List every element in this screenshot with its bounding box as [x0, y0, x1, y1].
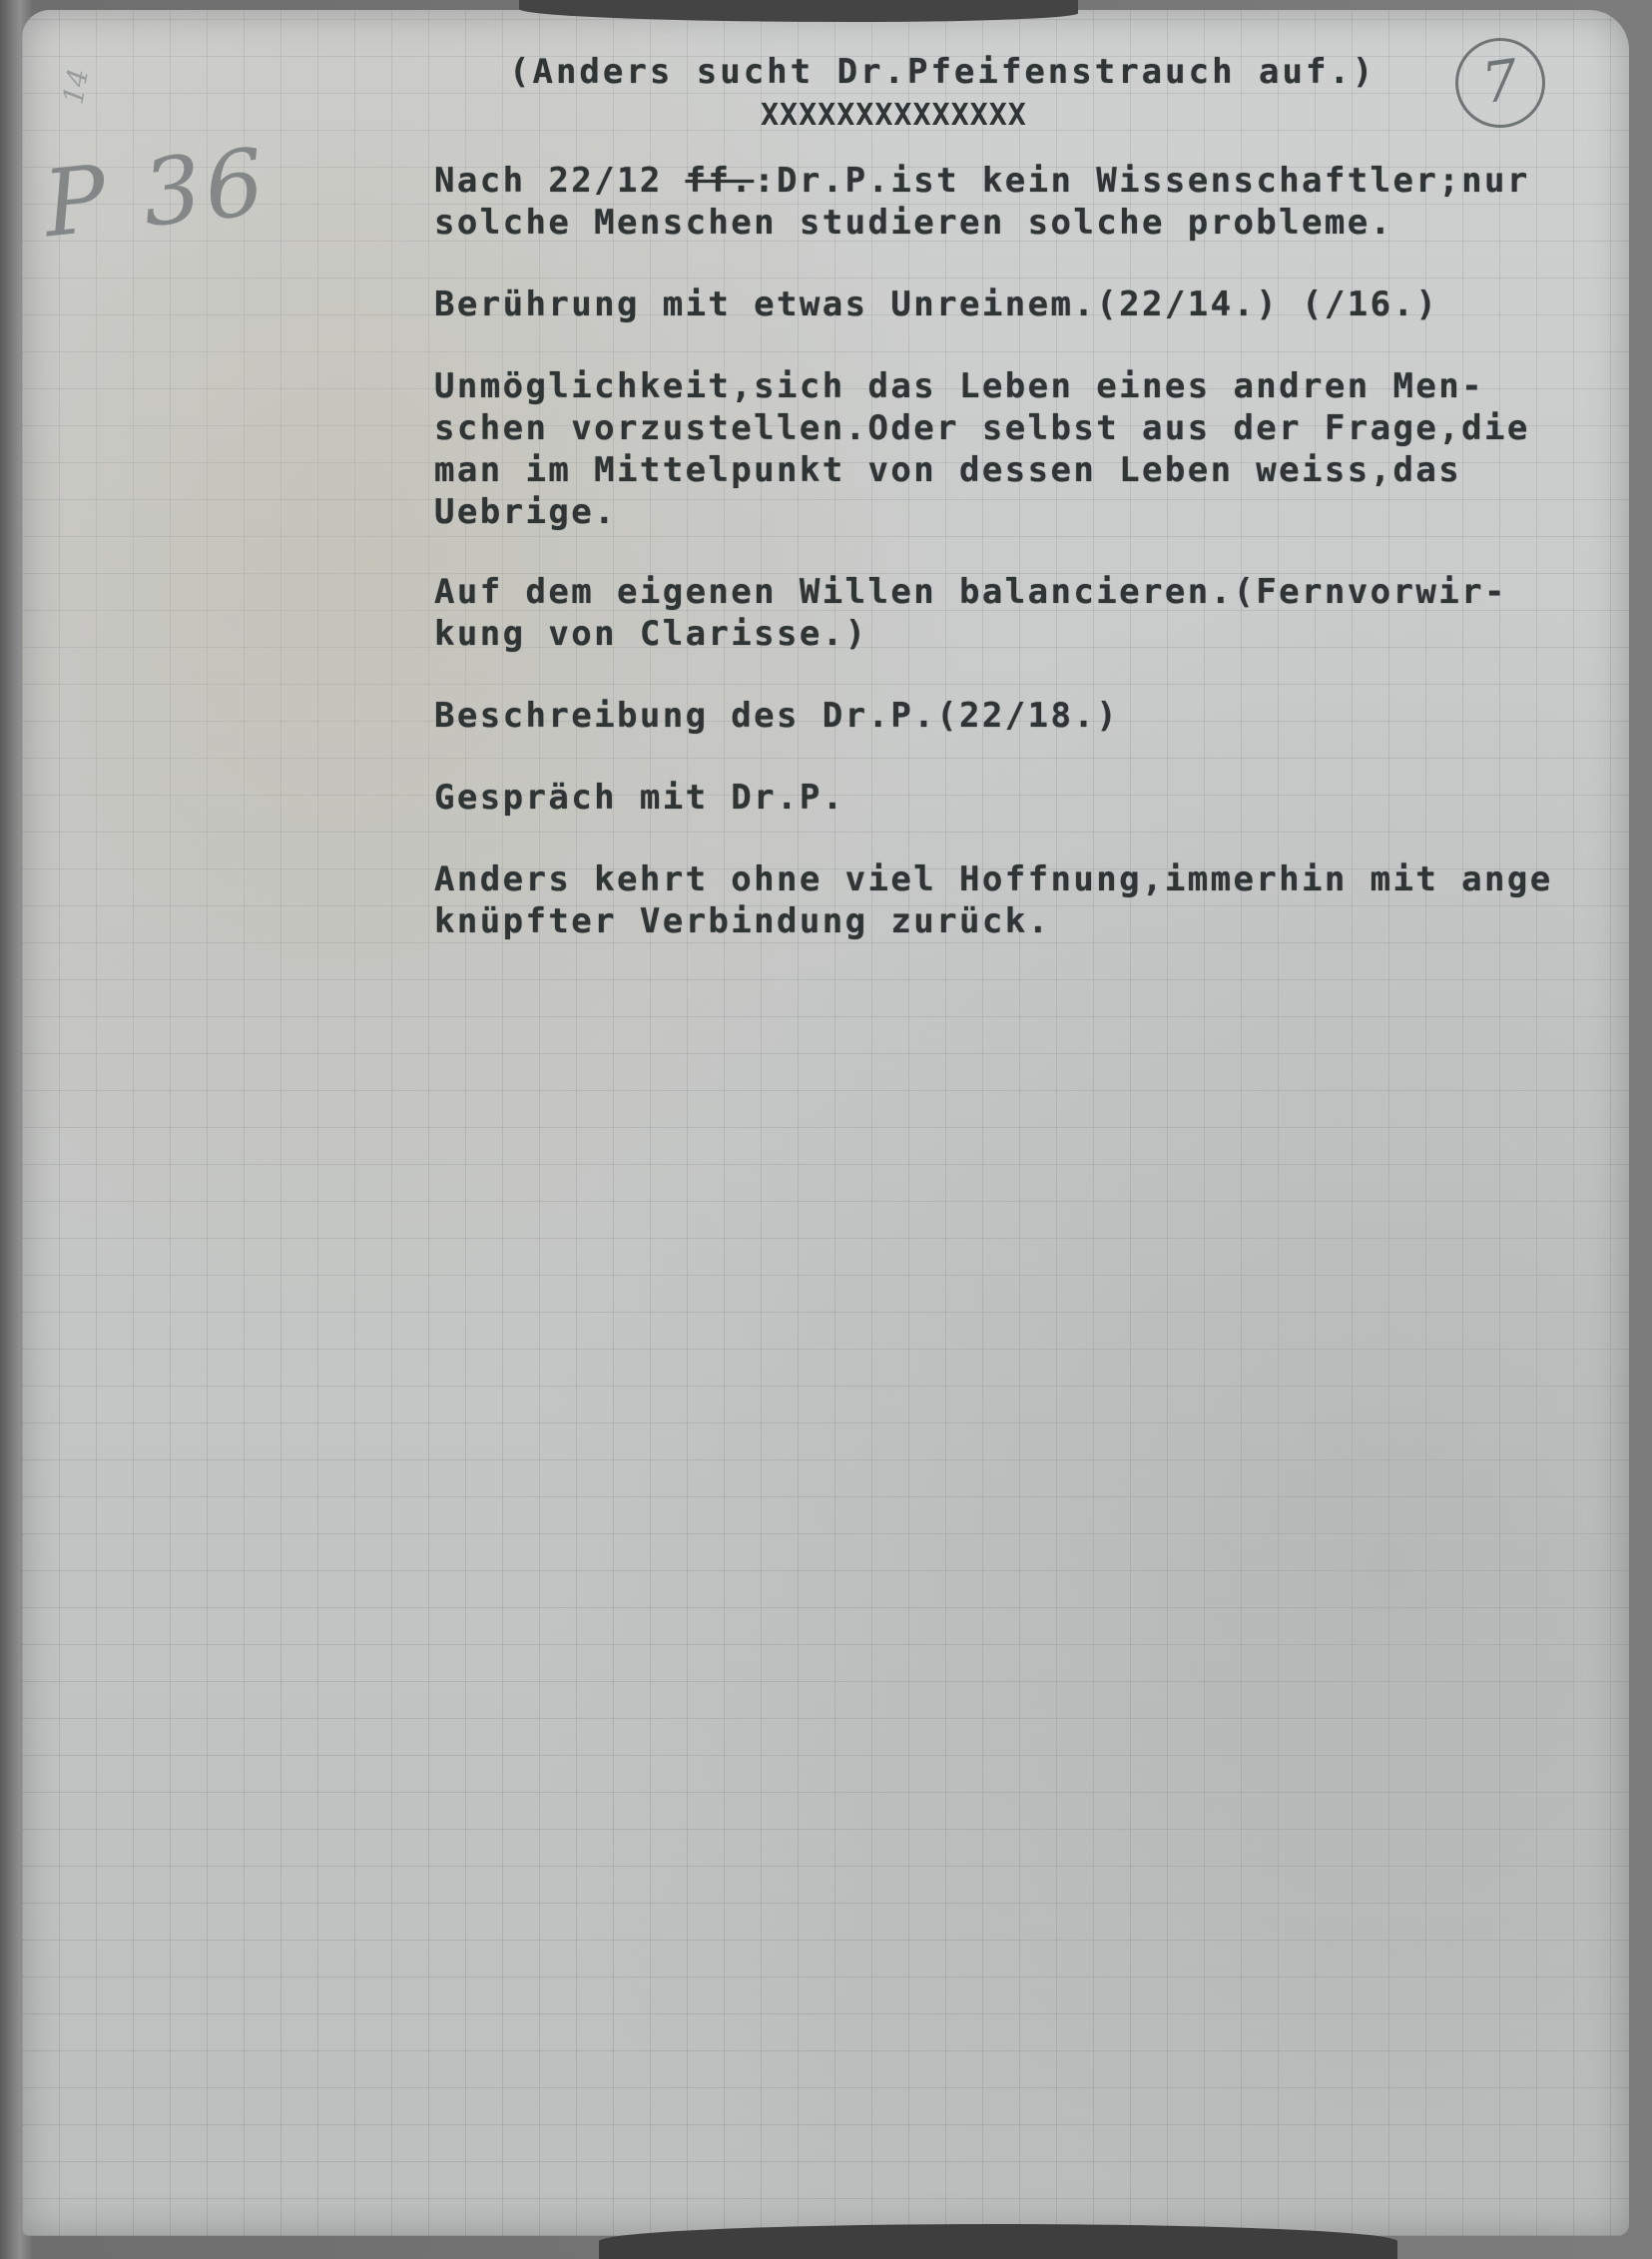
pencil-reference-mark: P 36 [39, 128, 274, 259]
note-1-rest: :Dr.P.ist kein Wissenschaftler;nur solche Menschen studieren solche probleme. [434, 161, 1530, 243]
document-title: (Anders sucht Dr.Pfeifenstrauch auf.) [509, 52, 1377, 92]
grid-paper-sheet [22, 10, 1629, 2236]
circled-page-number: 7 [1449, 32, 1551, 134]
torn-bottom-edge [599, 2224, 1397, 2259]
note-1-start: Nach 22/12 [434, 161, 686, 201]
note-paragraph-6: Gespräch mit Dr.P. [434, 778, 845, 818]
note-paragraph-2: Berührung mit etwas Unreinem.(22/14.) (/16.) [434, 284, 1439, 324]
struck-out-line: XXXXXXXXXXXXXX [761, 98, 1027, 126]
note-paragraph-4: Auf dem eigenen Willen balancieren.(Fernvorwir- kung von Clarisse.) [434, 572, 1507, 654]
note-paragraph-7: Anders kehrt ohne viel Hoffnung,immerhin mit ange knüpfter Verbindung zurück. [434, 859, 1553, 941]
note-paragraph-1 [434, 160, 1612, 244]
note-1-struck-text: ff. [685, 161, 755, 201]
note-paragraph-5: Beschreibung des Dr.P.(22/18.) [434, 696, 1120, 736]
pencil-margin-note: 14 [56, 66, 96, 107]
note-paragraph-3: Unmöglichkeit,sich das Leben eines andren Men- schen vorzustellen.Oder selbst aus der Frage,die man im Mittelpunkt von dessen Leben weiss,das Uebrige. [434, 366, 1530, 532]
